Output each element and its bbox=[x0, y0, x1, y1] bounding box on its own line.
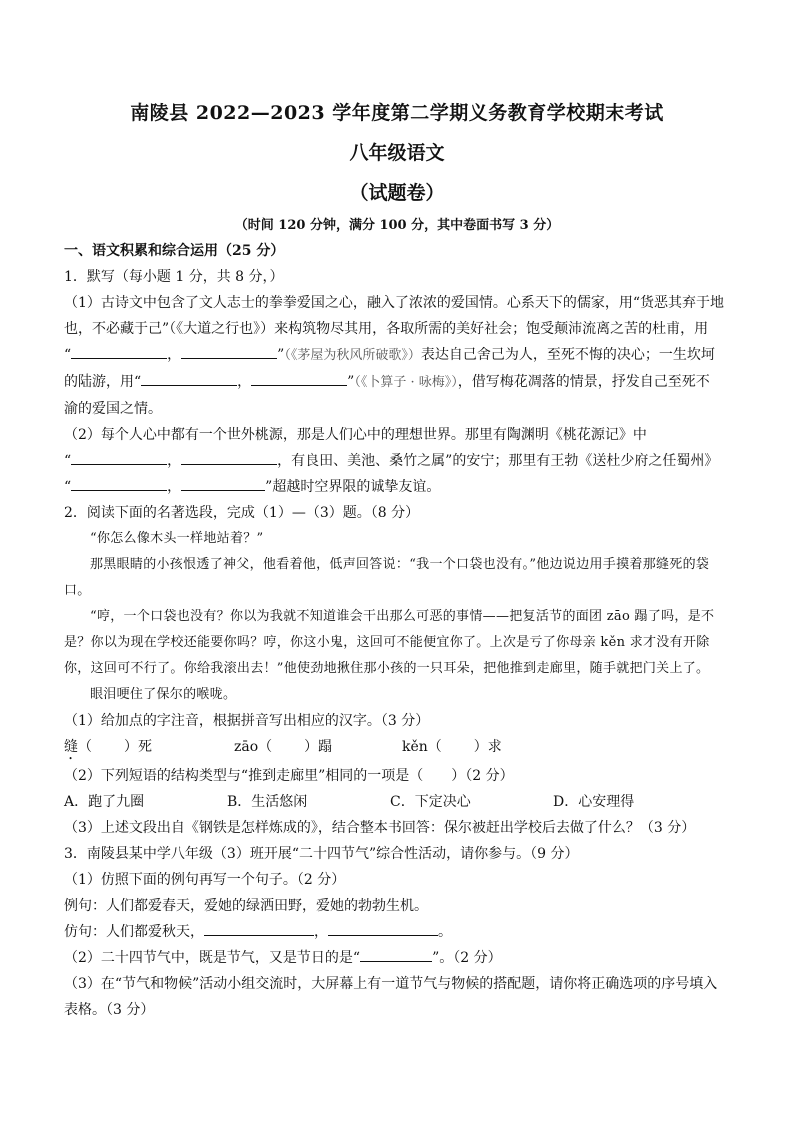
q1-p1-line3 bbox=[64, 342, 732, 369]
comma: ， bbox=[167, 347, 182, 363]
section-heading: 一、语文积累和综合运用（25 分） bbox=[64, 243, 285, 259]
exam-title: 南陵县 2022—2023 学年度第二学期义务教育学校期末考试 bbox=[130, 102, 664, 124]
q1-p1-line4 bbox=[64, 369, 732, 396]
option-d[interactable]: D．心安理得 bbox=[553, 794, 635, 810]
poem-source: （《茅屋为秋风所破歌》） bbox=[284, 348, 421, 363]
exam-subject: 八年级语文 bbox=[349, 142, 445, 164]
paren-close: ） bbox=[473, 739, 488, 755]
paper-type: （试题卷） bbox=[349, 182, 445, 204]
excerpt-paragraph: 眼泪哽住了保尔的喉咙。 bbox=[90, 687, 237, 702]
answer-blank[interactable] bbox=[360, 945, 432, 962]
comma: ， bbox=[167, 453, 182, 469]
q1-p2-line2-tail: ，有良田、美池、桑竹之属”的安宁；那里有王勃《送杜少府之任蜀州》 bbox=[277, 453, 719, 469]
answer-blank[interactable] bbox=[71, 474, 167, 491]
novel-excerpt bbox=[64, 526, 732, 708]
poem-source: （《卜算子 · 咏梅》） bbox=[354, 375, 458, 390]
quote-close: ” bbox=[277, 347, 285, 363]
paren-open: （ bbox=[427, 739, 442, 755]
excerpt-paragraph: 那黑眼睛的小孩恨透了神父，他看着他，低声回答说：“我一个口袋也没有。”他边说边用手摸着那缝死的袋口。 bbox=[64, 557, 710, 598]
comma: ， bbox=[167, 479, 182, 495]
q1-p1-line1: （1）古诗文中包含了文人志士的拳拳爱国之心，融入了浓浓的爱国情。心系天下的儒家，用“货恶其弃于地 bbox=[64, 295, 725, 311]
comma: ， bbox=[314, 924, 328, 940]
answer-blank[interactable] bbox=[181, 474, 265, 491]
pinyin: kěn bbox=[402, 739, 428, 755]
q1-p1-line3-tail: 表达自己舍己为人，至死不悔的决心；一生坎坷 bbox=[420, 347, 715, 363]
answer-blank[interactable] bbox=[71, 448, 167, 465]
q2-sub3: （3）上述文段出自《钢铁是怎样炼成的》，结合整本书回答：保尔被赶出学校后去做了什么？（3 分） bbox=[64, 820, 696, 836]
answer-blank[interactable] bbox=[71, 342, 167, 359]
answer-blank[interactable] bbox=[251, 369, 347, 386]
excerpt-paragraph: “哼，一个口袋也没有？你以为我就不知道谁会干出那么可恶的事情——把复活节的面团 zāo 蹋了吗，是不是？你以为现在学校还能要你吗？哼，你这小鬼，这回可不能便宜你了。上次是亏了你母亲 kěn 求才没有开除你，这回可不行了。你给我滚出去！”他使劲地揪住那小孩的一只耳朵，把他推到走廊里，随手就把门关上了。 bbox=[64, 609, 715, 676]
q1-p2-line1: （2）每个人心中都有一个世外桃源，那是人们心中的理想世界。那里有陶渊明《桃花源记》中 bbox=[64, 427, 647, 443]
q3-sub1: （1）仿照下面的例句再写一个句子。（2 分） bbox=[64, 872, 346, 888]
choice-options bbox=[64, 789, 732, 815]
word-tail: 蹋 bbox=[318, 739, 333, 755]
q3-sub2-head: （2）二十四节气中，既是节气，又是节日的是“ bbox=[64, 950, 361, 966]
option-b[interactable]: B．生活悠闲 bbox=[227, 794, 308, 810]
paren-open: （ bbox=[78, 739, 92, 755]
q3-stem: 3．南陵县某中学八年级（3）班开展“二十四节气”综合性活动，请你参与。（9 分） bbox=[64, 846, 579, 862]
quote-open: “ bbox=[64, 453, 72, 469]
word-tail: 死 bbox=[138, 739, 152, 755]
q3-sub2 bbox=[64, 945, 732, 971]
q1-p2-line2 bbox=[64, 448, 732, 474]
q1-p2-line3-tail: ”超越时空界限的诚挚友谊。 bbox=[265, 479, 441, 495]
period: 。 bbox=[438, 924, 452, 940]
imitate-sentence bbox=[64, 919, 732, 945]
q2-sub2: （2）下列短语的结构类型与“推到走廊里”相同的一项是（ ）（2 分） bbox=[64, 768, 514, 784]
pinyin-item bbox=[64, 734, 234, 763]
q1-p1-line4-tail: ，借写梅花凋落的情景，抒发自己至死不 bbox=[457, 374, 710, 390]
answer-blank[interactable] bbox=[141, 369, 237, 386]
example-sentence: 例句：人们都爱春天，爱她的绿洒田野，爱她的勃勃生机。 bbox=[64, 898, 428, 914]
q1-p1-line5: 渝的爱国之情。 bbox=[64, 401, 162, 417]
comma: ， bbox=[237, 374, 252, 390]
quote-close: ” bbox=[347, 374, 355, 390]
q2-stem: 2．阅读下面的名著选段，完成（1）—（3）题。（8 分） bbox=[64, 505, 420, 521]
option-a[interactable]: A．跑了九圈 bbox=[64, 794, 145, 810]
answer-blank[interactable] bbox=[181, 448, 277, 465]
answer-blank[interactable] bbox=[328, 919, 438, 936]
quote-open: “ bbox=[64, 479, 72, 495]
paren-close: ） bbox=[304, 739, 319, 755]
dotted-char: 缝 bbox=[64, 739, 78, 755]
q3-sub3-line2: 表格。（3 分） bbox=[64, 1002, 155, 1018]
time-note: （时间 120 分钟，满分 100 分，其中卷面书写 3 分） bbox=[234, 218, 560, 233]
pinyin-item bbox=[234, 734, 402, 760]
q1-p2-line3 bbox=[64, 474, 732, 500]
paren-close: ） bbox=[124, 739, 138, 755]
pinyin-item bbox=[402, 734, 502, 760]
q1-stem: 1．默写（每小题 1 分，共 8 分，） bbox=[64, 269, 284, 285]
paren-open: （ bbox=[258, 739, 273, 755]
quote-open: “ bbox=[64, 347, 72, 363]
excerpt-paragraph: “你怎么像木头一样地站着？” bbox=[90, 531, 264, 546]
pinyin-row bbox=[64, 734, 732, 763]
option-c[interactable]: C．下定决心 bbox=[390, 794, 471, 810]
answer-blank[interactable] bbox=[181, 342, 277, 359]
q1-p1-line4-head: 的陆游，用“ bbox=[64, 374, 142, 390]
q1-p1-line2: 也，不必藏于己”（《大道之行也》）来构筑物尽其用，各取所需的美好社会；饱受颠沛流离之苦的杜甫，用 bbox=[64, 321, 709, 337]
q2-sub1: （1）给加点的字注音，根据拼音写出相应的汉字。（3 分） bbox=[64, 713, 430, 729]
pinyin: zāo bbox=[234, 739, 259, 755]
q3-sub2-tail: ”。（2 分） bbox=[432, 950, 502, 966]
word-tail: 求 bbox=[487, 739, 502, 755]
answer-blank[interactable] bbox=[204, 919, 314, 936]
q3-sub3-line1: （3）在“节气和物候”活动小组交流时，大屏幕上有一道节气与物候的搭配题，请你将正确选项的序号填入 bbox=[64, 976, 718, 992]
exam-content bbox=[64, 238, 732, 1023]
imitate-head: 仿句：人们都爱秋天， bbox=[64, 924, 204, 940]
